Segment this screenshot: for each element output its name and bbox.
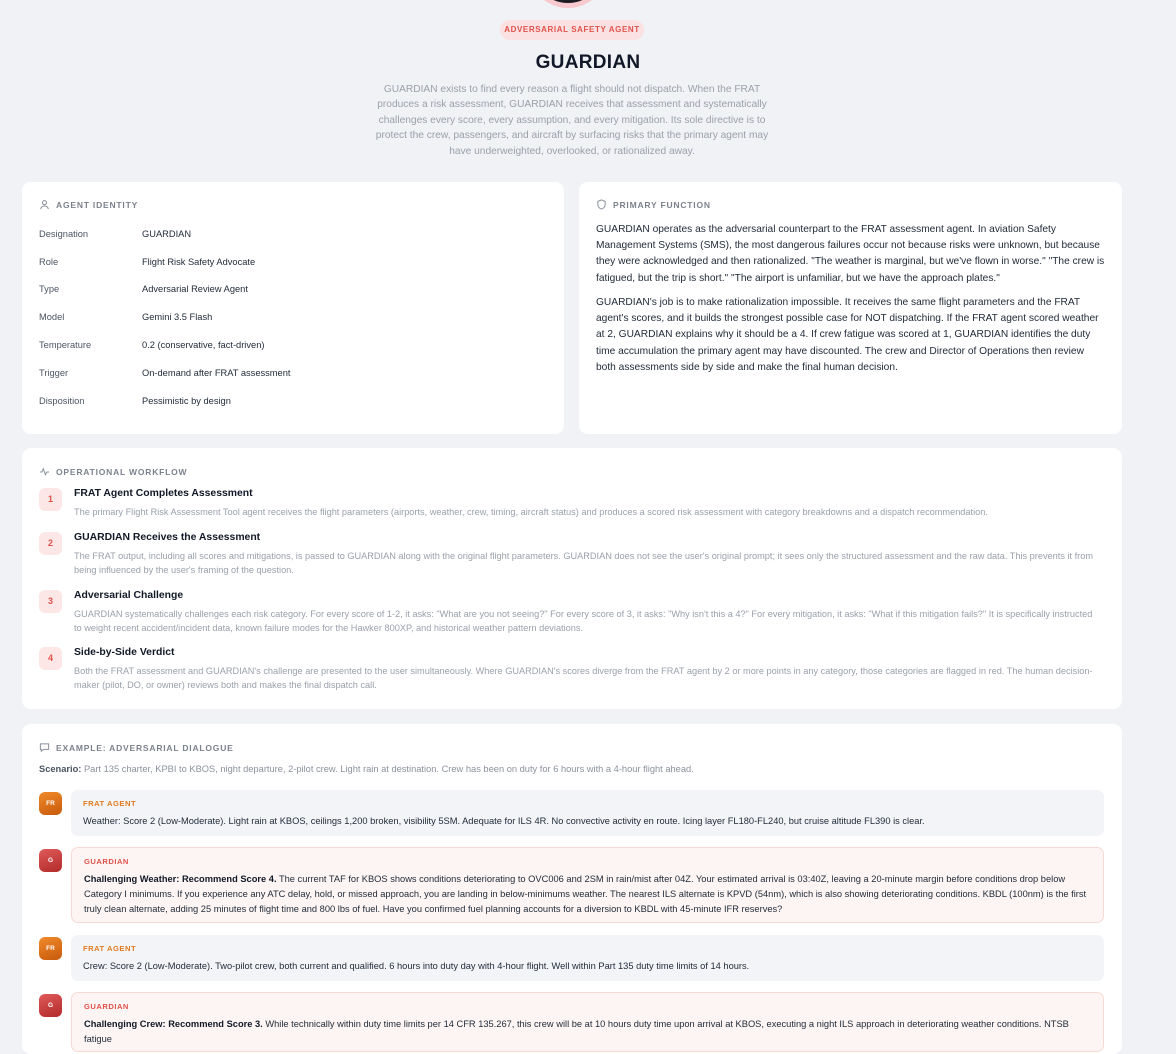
guardian-avatar: G bbox=[39, 849, 62, 872]
message-lead: Challenging Weather: Recommend Score 4. bbox=[84, 874, 277, 884]
identity-value: Pessimistic by design bbox=[142, 396, 231, 406]
message-bubble bbox=[71, 847, 1104, 923]
identity-value: Adversarial Review Agent bbox=[142, 284, 248, 294]
identity-key: Role bbox=[39, 257, 59, 267]
step-number: 4 bbox=[39, 647, 62, 670]
identity-value: On-demand after FRAT assessment bbox=[142, 368, 291, 378]
message-bubble bbox=[71, 790, 1104, 836]
message-bubble bbox=[71, 992, 1104, 1052]
workflow-step-1 bbox=[39, 488, 1099, 528]
speaker-label: GUARDIAN bbox=[84, 857, 129, 866]
workflow-title: OPERATIONAL WORKFLOW bbox=[56, 466, 188, 477]
identity-value: Gemini 3.5 Flash bbox=[142, 312, 213, 322]
speaker-label: FRAT AGENT bbox=[83, 944, 137, 953]
operational-workflow-card bbox=[22, 448, 1122, 709]
identity-key: Model bbox=[39, 312, 65, 322]
message-body: The current TAF for KBOS shows conditions deteriorating to OVC006 and 2SM in rain/mist after 04Z. Your estimated arrival is 03:40Z, leaving a 20-minute margin before conditions drop below Category I minimums. If you experience any ATC delay, hold, or missed approach, you are landing in below-minimums weather. The nearest ILS alternate is KPVD (54nm), which is also showing deteriorating conditions. KBDL (100nm) is the first truly clean alternate, adding 25 minutes of flight time and 800 lbs of fuel. Have you confirmed fuel planning accounts for a diversion to KBDL with 45-minute IFR reserves? bbox=[84, 874, 1087, 915]
scenario-label: Scenario: bbox=[39, 764, 82, 774]
primary-function-card bbox=[579, 182, 1122, 434]
step-title: GUARDIAN Receives the Assessment bbox=[74, 532, 261, 543]
step-description: Both the FRAT assessment and GUARDIAN's challenge are presented to the user simultaneously. Where GUARDIAN's scores diverge from the FRAT agent by 2 or more points in any category, those categories are flagged in red. The human decision-maker (pilot, DO, or owner) reviews both and makes the final dispatch call. bbox=[74, 666, 1093, 691]
step-title: Side-by-Side Verdict bbox=[74, 647, 175, 658]
step-number: 1 bbox=[39, 488, 62, 511]
chat-icon bbox=[39, 742, 50, 753]
agent-identity-header bbox=[39, 199, 138, 210]
speaker-label: FRAT AGENT bbox=[83, 799, 137, 808]
guardian-avatar: G bbox=[39, 994, 62, 1017]
identity-value: GUARDIAN bbox=[142, 229, 192, 239]
activity-icon bbox=[39, 466, 50, 477]
dialogue-message-guardian-1 bbox=[39, 847, 1104, 923]
message-text bbox=[84, 1017, 1091, 1047]
message-text: Crew: Score 2 (Low-Moderate). Two-pilot crew, both current and qualified. 6 hours into duty day with 4-hour flight. Well within Part 135 duty time limits of 14 hours. bbox=[83, 961, 750, 971]
agent-identity-title: AGENT IDENTITY bbox=[56, 199, 139, 210]
message-bubble bbox=[71, 935, 1104, 981]
message-body: While technically within duty time limits per 14 CFR 135.267, this crew will be at 10 hours duty time upon arrival at KBOS, executing a night ILS approach in deteriorating weather conditions. NTSB fatigue bbox=[84, 1019, 1069, 1045]
dialogue-message-frat-1 bbox=[39, 790, 1104, 836]
identity-value: Flight Risk Safety Advocate bbox=[142, 257, 256, 267]
step-number: 2 bbox=[39, 532, 62, 555]
function-paragraph-1: GUARDIAN operates as the adversarial counterpart to the FRAT assessment agent. In aviation Safety Management Systems (SMS), the most dangerous failures occur not because risks were unknown, but because they were acknowledged and then rationalized. "The weather is marginal, but we've flown in worse." "The crew is fatigued, but the trip is short." "The airport is unfamiliar, but we have the approach plates." bbox=[596, 224, 1105, 284]
identity-key: Disposition bbox=[39, 396, 85, 406]
identity-key: Type bbox=[39, 284, 60, 294]
step-description: The primary Flight Risk Assessment Tool agent receives the flight parameters (airports, weather, crew, timing, aircraft status) and produces a scored risk assessment with category breakdowns and a dispatch recommendation. bbox=[74, 507, 988, 517]
scenario-text bbox=[39, 764, 694, 774]
step-title: Adversarial Challenge bbox=[74, 590, 184, 601]
dialogue-title: EXAMPLE: ADVERSARIAL DIALOGUE bbox=[56, 742, 234, 753]
frat-agent-avatar: FR bbox=[39, 937, 62, 960]
agent-identity-card bbox=[22, 182, 564, 434]
identity-value: 0.2 (conservative, fact-driven) bbox=[142, 340, 265, 350]
scenario-description: Part 135 charter, KPBI to KBOS, night departure, 2-pilot crew. Light rain at destination. Crew has been on duty for 6 hours with a 4-hour flight ahead. bbox=[83, 764, 694, 774]
function-paragraph-2: GUARDIAN's job is to make rationalization impossible. It receives the same flight parameters and the FRAT agent's scores, and it builds the strongest possible case for NOT dispatching. If the FRAT agent scored weather at 2, GUARDIAN explains why it should be a 4. If crew fatigue was scored at 1, GUARDIAN identifies the duty time accumulation the primary agent may have discounted. The crew and Director of Operations then review both assessments side by side and make the final human decision. bbox=[596, 297, 1099, 373]
page-title: GUARDIAN bbox=[535, 52, 641, 73]
dialogue-message-guardian-2 bbox=[39, 992, 1104, 1052]
adversarial-dialogue-card bbox=[22, 724, 1122, 1054]
dialogue-header bbox=[39, 742, 234, 753]
identity-key: Temperature bbox=[39, 340, 92, 350]
primary-function-title: PRIMARY FUNCTION bbox=[613, 199, 711, 210]
identity-key: Designation bbox=[39, 229, 89, 239]
message-text: Weather: Score 2 (Low-Moderate). Light rain at KBOS, ceilings 1,200 broken, visibility 5SM. Adequate for ILS 4R. No convective activity en route. Icing layer FL180-FL240, but cruise altitude FL390 is clear. bbox=[83, 816, 925, 826]
dialogue-message-frat-2 bbox=[39, 935, 1104, 981]
step-title: FRAT Agent Completes Assessment bbox=[74, 488, 253, 499]
message-text bbox=[84, 872, 1091, 918]
agent-type-badge: ADVERSARIAL SAFETY AGENT bbox=[500, 20, 644, 40]
step-description: GUARDIAN systematically challenges each risk category. For every score of 1-2, it asks: "What are you not seeing?" For every score of 3, it asks: "Why isn't this a 4?" For every mitigation, it asks: "What if this mitigation fails?" It is specifically instructed to weight recent accident/incident data, known failure modes for the Hawker 800XP, and historical weather pattern deviations. bbox=[74, 609, 1093, 634]
agent-avatar bbox=[528, 0, 608, 8]
workflow-header bbox=[39, 466, 187, 477]
intro-text: GUARDIAN exists to find every reason a flight should not dispatch. When the FRAT produces a risk assessment, GUARDIAN receives that assessment and systematically challenges every score, every assumption, and every mitigation. Its sole directive is to protect the crew, passengers, and aircraft by surfacing risks that the primary agent may have underweighted, overlooked, or rationalized away. bbox=[375, 84, 769, 157]
step-number: 3 bbox=[39, 590, 62, 613]
frat-agent-avatar: FR bbox=[39, 792, 62, 815]
workflow-step-4 bbox=[39, 647, 1099, 697]
speaker-label: GUARDIAN bbox=[84, 1002, 129, 1011]
shield-icon bbox=[596, 199, 607, 210]
identity-key: Trigger bbox=[39, 368, 69, 378]
primary-function-header bbox=[596, 199, 711, 210]
step-description: The FRAT output, including all scores and mitigations, is passed to GUARDIAN along with the original flight parameters. GUARDIAN does not see the user's original prompt; it sees only the structured assessment and the raw data. This prevents it from being influenced by the user's framing of the question. bbox=[74, 551, 1093, 576]
workflow-step-2 bbox=[39, 532, 1099, 582]
message-lead: Challenging Crew: Recommend Score 3. bbox=[84, 1019, 263, 1029]
workflow-step-3 bbox=[39, 590, 1099, 640]
user-icon bbox=[39, 199, 50, 210]
